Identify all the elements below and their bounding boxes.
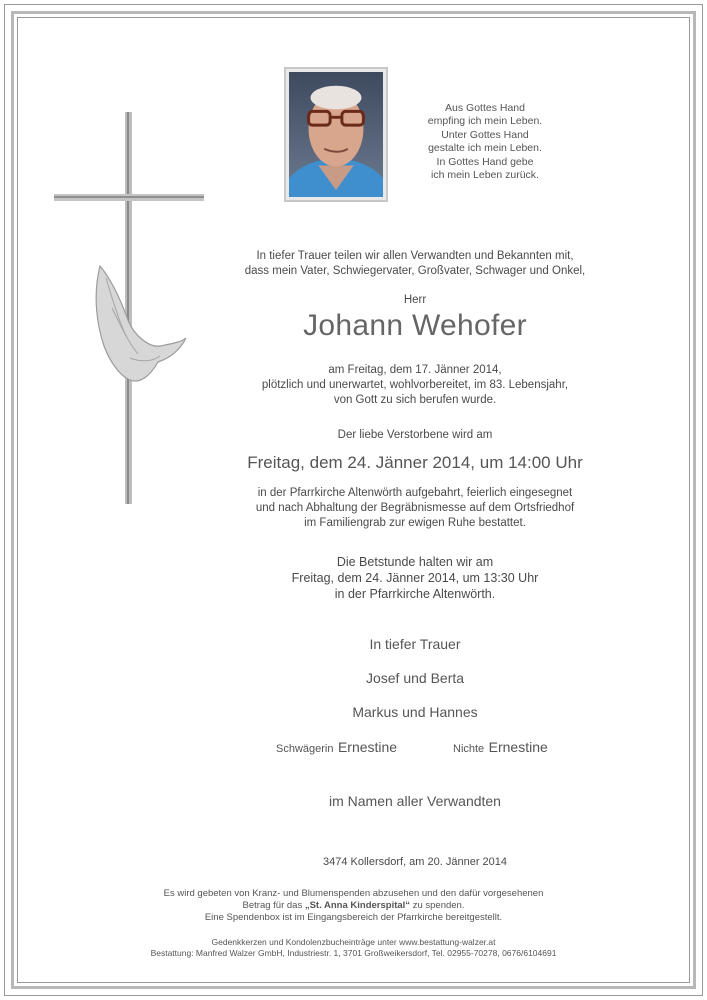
donation-suffix: zu spenden.	[410, 900, 465, 911]
footer-line: Gedenkkerzen und Kondolenzbucheinträge unter www.bestattung-walzer.at	[211, 937, 496, 947]
funeral-date: Freitag, dem 24. Jänner 2014, um 14:00 Uhr	[247, 453, 583, 472]
poem-line: Aus Gottes Hand	[445, 102, 525, 114]
prayer-line: Freitag, dem 24. Jänner 2014, um 13:30 Uhr	[291, 571, 539, 585]
poem	[400, 102, 570, 182]
prayer-line: in der Pfarrkirche Altenwörth.	[334, 587, 496, 601]
mourners-line-1: Josef und Berta	[365, 670, 465, 686]
poem-line: gestalte ich mein Leben.	[428, 142, 542, 155]
deceased-name: Johann Wehofer	[303, 309, 527, 342]
praying-hands-icon	[90, 258, 190, 388]
death-info-line: plötzlich und unerwartet, wohlvorbereitet, im 83. Lebensjahr,	[261, 379, 569, 391]
donation-line: Es wird gebeten von Kranz- und Blumenspenden abzusehen und den dafür vorgesehenen	[163, 888, 544, 899]
relation-name: Ernestine	[488, 739, 548, 755]
funeral-details-line: in der Pfarrkirche Altenwörth aufgebahrt, feierlich eingesegnet	[257, 487, 573, 499]
prayer-hour	[200, 554, 630, 602]
relation-label: Nichte	[453, 743, 485, 755]
mourner-sister-in-law	[276, 739, 397, 757]
intro-text	[200, 249, 630, 279]
portrait-photo	[284, 67, 388, 202]
mourners-heading: In tiefer Trauer	[369, 636, 461, 652]
relation-label: Schwägerin	[276, 743, 334, 755]
mourner-niece	[453, 739, 548, 757]
donation-line: Eine Spendenbox ist im Eingangsbereich der Pfarrkirche bereitgestellt.	[204, 912, 503, 923]
place-date: 3474 Kollersdorf, am 20. Jänner 2014	[322, 856, 508, 868]
poem-line: ich mein Leben zurück.	[431, 169, 539, 182]
donation-note	[60, 888, 647, 924]
death-info	[200, 363, 630, 408]
footer-line: Bestattung: Manfred Walzer GmbH, Industriestr. 1, 3701 Großweikersdorf, Tel. 02955-70278, 0676/6104691	[150, 948, 557, 958]
donation-beneficiary: „St. Anna Kinderspital“	[304, 900, 411, 911]
death-info-line: von Gott zu sich berufen wurde.	[333, 394, 497, 406]
prayer-line: Die Betstunde halten wir am	[336, 555, 494, 569]
donation-line	[60, 900, 647, 912]
funeral-details-line: im Familiengrab zur ewigen Ruhe bestattet.	[304, 517, 526, 529]
poem-line: In Gottes Hand gebe	[436, 155, 534, 168]
death-info-line: am Freitag, dem 17. Jänner 2014,	[328, 364, 502, 376]
footer	[40, 937, 667, 959]
mourners-closing: im Namen aller Verwandten	[329, 793, 501, 809]
funeral-details-line: und nach Abhaltung der Begräbnismesse auf dem Ortsfriedhof	[255, 502, 575, 514]
salutation: Herr	[403, 294, 427, 306]
funeral-intro: Der liebe Verstorbene wird am	[337, 429, 493, 441]
poem-line: empfing ich mein Leben.	[427, 115, 543, 128]
intro-line: dass mein Vater, Schwiegervater, Großvater, Schwager und Onkel,	[244, 265, 586, 277]
poem-line: Unter Gottes Hand	[441, 128, 529, 141]
intro-line: In tiefer Trauer teilen wir allen Verwandten und Bekannten mit,	[256, 250, 574, 262]
mourners-line-2: Markus und Hannes	[352, 704, 478, 720]
donation-prefix: Betrag für das	[242, 900, 305, 911]
relation-name: Ernestine	[337, 739, 398, 755]
funeral-details	[200, 486, 630, 531]
